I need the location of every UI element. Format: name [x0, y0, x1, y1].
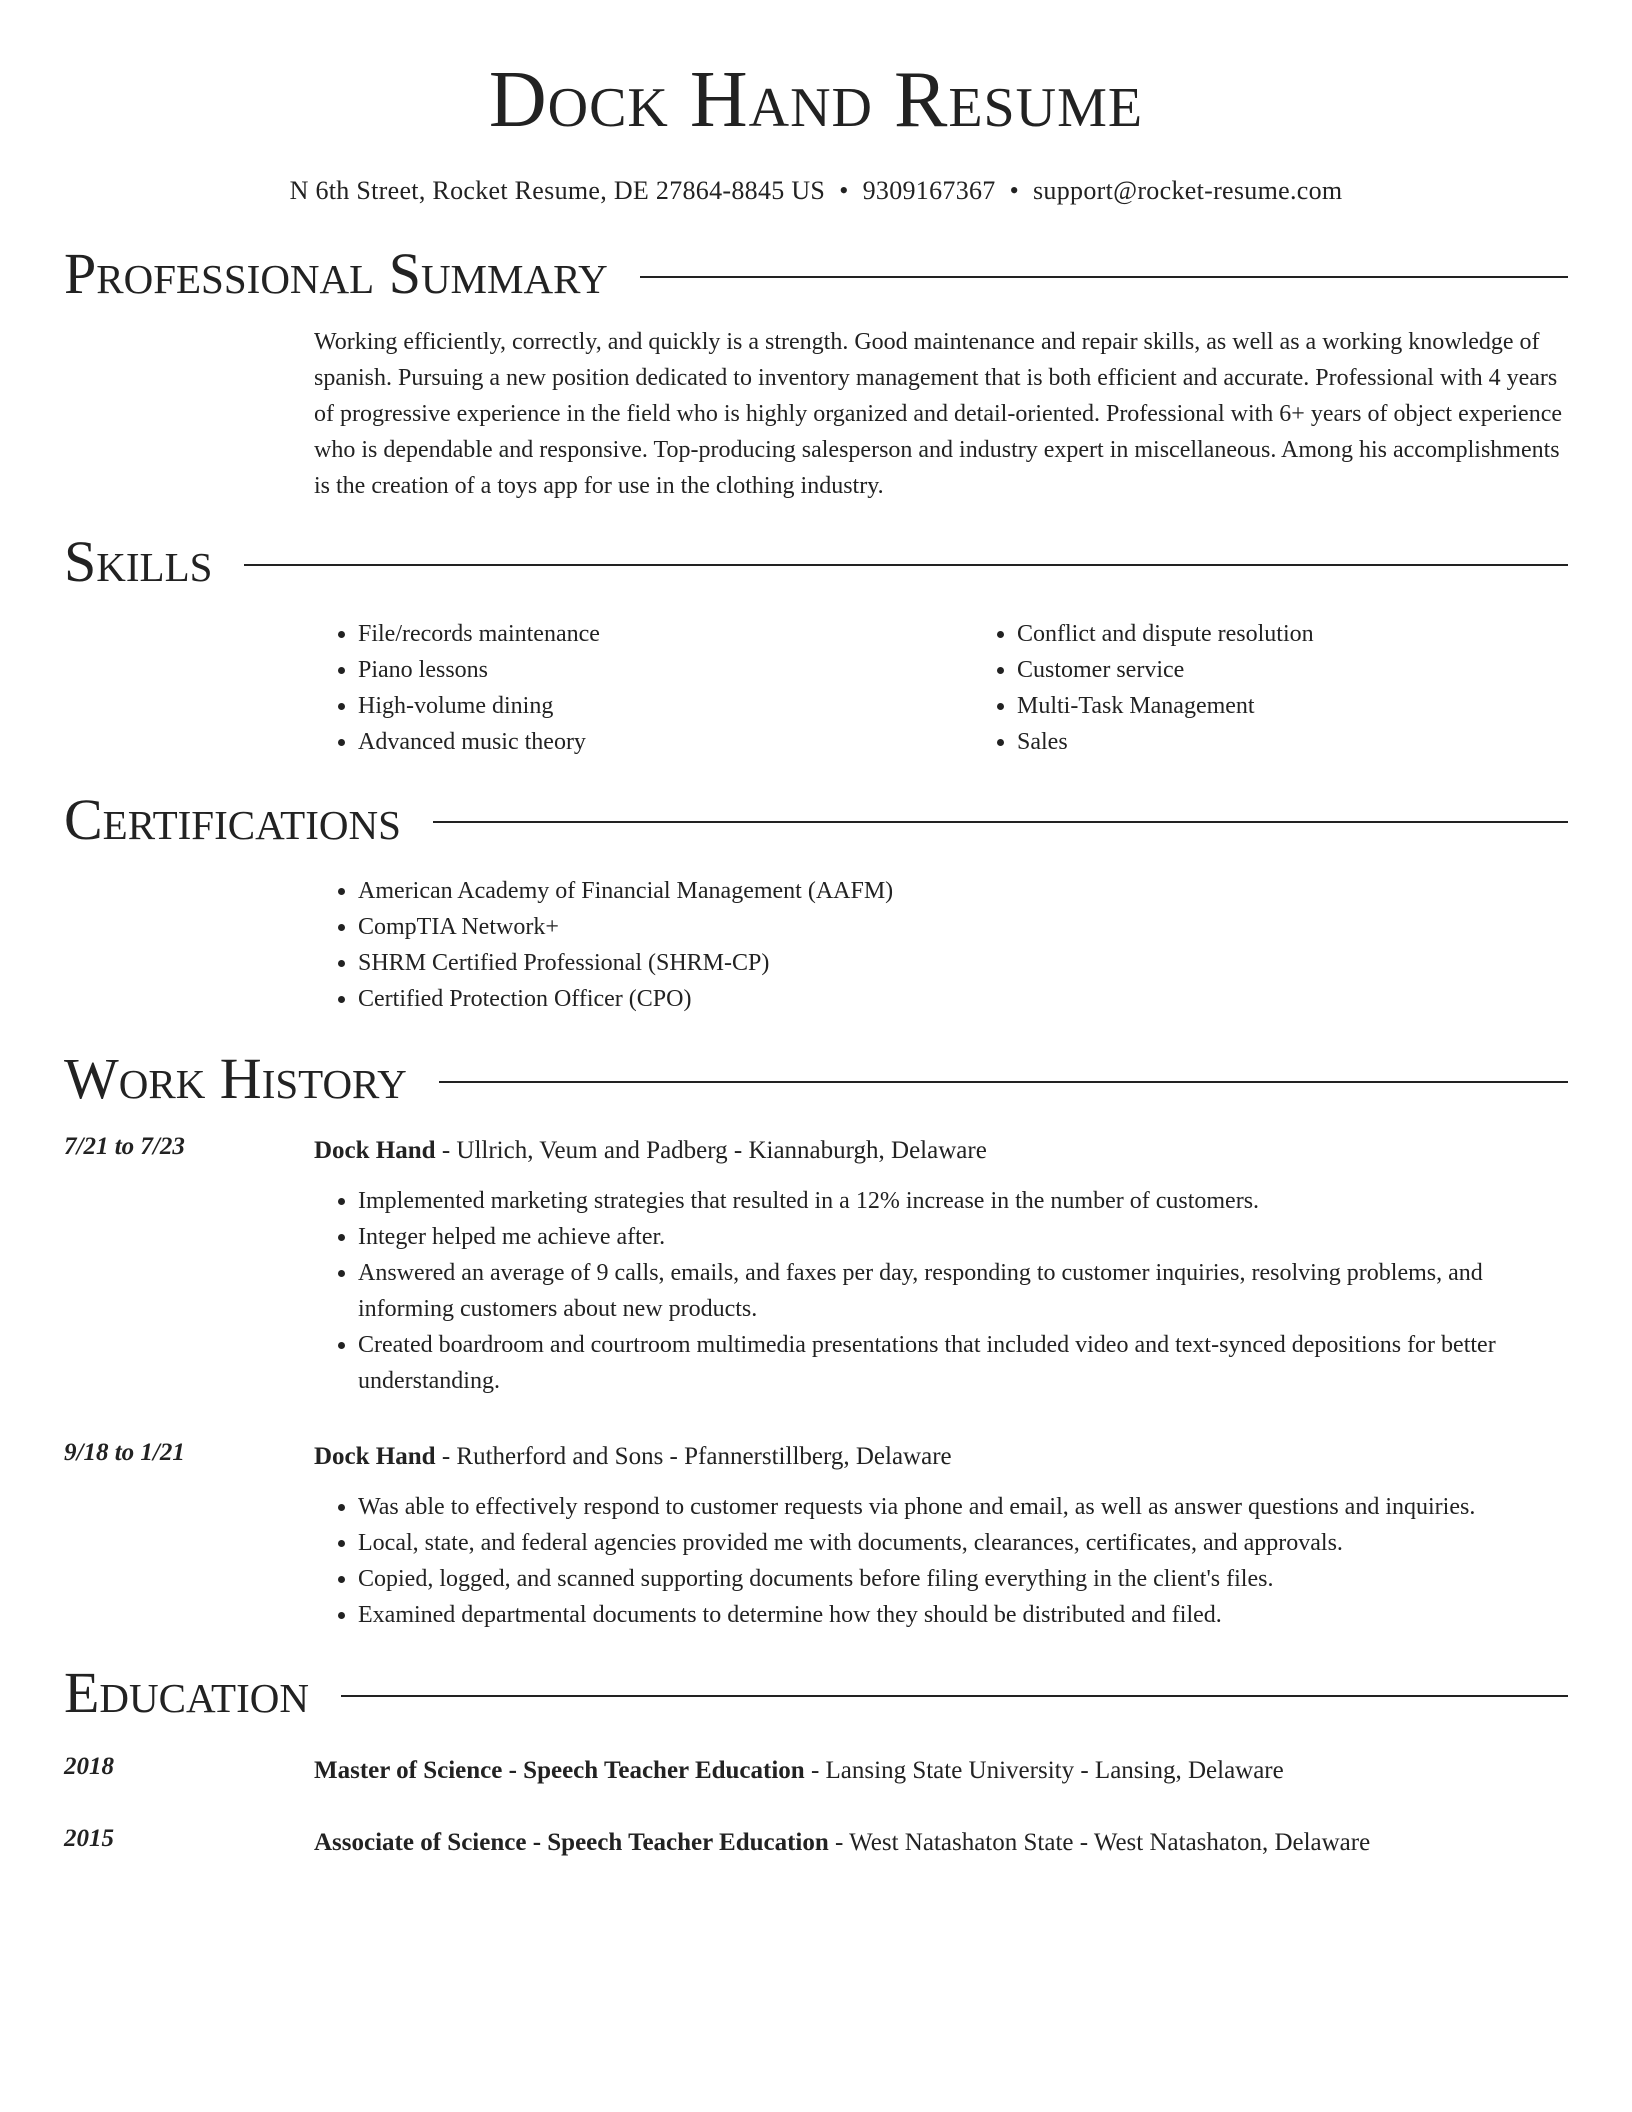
list-item: • Multi-Task Management	[1017, 688, 1632, 724]
job-title: Dock Hand	[314, 1137, 436, 1165]
education-degree: Associate of Science - Speech Teacher Education	[314, 1828, 829, 1856]
job-entry	[64, 1439, 1568, 1633]
summary-text: Working efficiently, correctly, and quickly is a strength. Good maintenance and repair skills, as well as a working knowledge of spanish. Pursuing a new position dedicated to inventory management that is both efficient and accurate. Professional with 4 years of progressive experience in the field who is highly organized and detail-oriented. Professional with 6+ years of object experience who is dependable and responsive. Top-producing salesperson and industry expert in miscellaneous. Among his accomplishments is the creation of a toys app for use in the clothing industry.	[314, 328, 1563, 499]
job-entry	[64, 1133, 1568, 1399]
education-entry	[64, 1825, 1568, 1861]
job-content	[314, 1133, 1568, 1399]
education-year: 2015	[64, 1824, 114, 1852]
section-divider	[640, 276, 1568, 278]
list-item: • Examined departmental documents to determine how they should be distributed and filed.	[358, 1597, 1568, 1633]
list-item: • CompTIA Network+	[358, 909, 1568, 945]
education-school: - West Natashaton State - West Natashaton, Delaware	[828, 1828, 1371, 1856]
job-employer: - Ullrich, Veum and Padberg - Kiannaburgh, Delaware	[435, 1137, 987, 1165]
education-year: 2018	[64, 1752, 114, 1780]
certifications-content	[314, 873, 1568, 1017]
section-divider	[439, 1081, 1568, 1083]
list-item: • Answered an average of 9 calls, emails, and faxes per day, responding to customer inquiries, resolving problems, and informing customers about new products.	[358, 1255, 1568, 1327]
skills-grid	[314, 616, 1632, 760]
skills-section-header	[64, 530, 1568, 594]
job-dates: 7/21 to 7/23	[64, 1133, 185, 1161]
list-item: • Advanced music theory	[358, 724, 973, 760]
list-item: • Certified Protection Officer (CPO)	[358, 981, 1568, 1017]
address: N 6th Street, Rocket Resume, DE 27864-8845 US	[289, 176, 826, 205]
list-item: • American Academy of Financial Management (AAFM)	[358, 873, 1568, 909]
email: support@rocket-resume.com	[1033, 176, 1343, 205]
education-content	[314, 1825, 1568, 1861]
list-item: • Was able to effectively respond to customer requests via phone and email, as well as answer questions and inquiries.	[358, 1489, 1568, 1525]
job-bullets	[314, 1489, 1568, 1633]
list-item: • SHRM Certified Professional (SHRM-CP)	[358, 945, 1568, 981]
list-item: • Sales	[1017, 724, 1632, 760]
education-school: - Lansing State University - Lansing, Delaware	[804, 1756, 1284, 1784]
summary-row	[64, 324, 1568, 504]
education-content	[314, 1753, 1568, 1789]
section-title-certifications: Certifications	[64, 786, 401, 852]
job-title-line	[314, 1133, 1568, 1169]
job-bullets	[314, 1183, 1568, 1399]
education-section-header	[64, 1661, 1568, 1725]
list-item: • Integer helped me achieve after.	[358, 1219, 1568, 1255]
summary-section-header	[64, 242, 1568, 306]
list-item: • Created boardroom and courtroom multimedia presentations that included video and text-synced depositions for better understanding.	[358, 1327, 1568, 1399]
list-item: • File/records maintenance	[358, 616, 973, 652]
education-degree: Master of Science - Speech Teacher Education	[314, 1756, 805, 1784]
resume-title: Dock Hand Resume	[488, 56, 1144, 144]
skills-list-right	[973, 616, 1632, 760]
phone: 9309167367	[862, 176, 996, 205]
list-item: • Implemented marketing strategies that resulted in a 12% increase in the number of customers.	[358, 1183, 1568, 1219]
job-title: Dock Hand	[314, 1443, 436, 1471]
section-title-work: Work History	[64, 1046, 407, 1112]
section-divider	[341, 1695, 1568, 1697]
certifications-left-spacer	[64, 873, 314, 1017]
section-divider	[433, 821, 1568, 823]
skills-row	[64, 594, 1568, 760]
summary-left-spacer	[64, 324, 314, 504]
section-title-education: Education	[64, 1660, 309, 1726]
section-title-summary: Professional Summary	[64, 241, 608, 306]
certifications-row	[64, 873, 1568, 1017]
list-item: • High-volume dining	[358, 688, 973, 724]
job-content	[314, 1439, 1568, 1633]
list-item: • Conflict and dispute resolution	[1017, 616, 1632, 652]
education-entry	[64, 1753, 1568, 1789]
work-section-header	[64, 1047, 1568, 1111]
list-item: • Local, state, and federal agencies provided me with documents, clearances, certificates, and approvals.	[358, 1525, 1568, 1561]
list-item: • Customer service	[1017, 652, 1632, 688]
contact-line	[64, 176, 1568, 206]
list-item: • Piano lessons	[358, 652, 973, 688]
separator-dot: •	[839, 176, 849, 205]
skills-left-spacer	[64, 594, 314, 760]
job-title-line	[314, 1439, 1568, 1475]
certifications-section-header	[64, 788, 1568, 852]
skills-list-left	[314, 616, 973, 760]
job-dates: 9/18 to 1/21	[64, 1439, 185, 1467]
list-item: • Copied, logged, and scanned supporting documents before filing everything in the client's files.	[358, 1561, 1568, 1597]
job-employer: - Rutherford and Sons - Pfannerstillberg, Delaware	[435, 1443, 952, 1471]
section-divider	[244, 564, 1568, 566]
certifications-list	[314, 873, 1568, 1017]
section-title-skills: Skills	[64, 528, 213, 594]
separator-dot: •	[1009, 176, 1019, 205]
